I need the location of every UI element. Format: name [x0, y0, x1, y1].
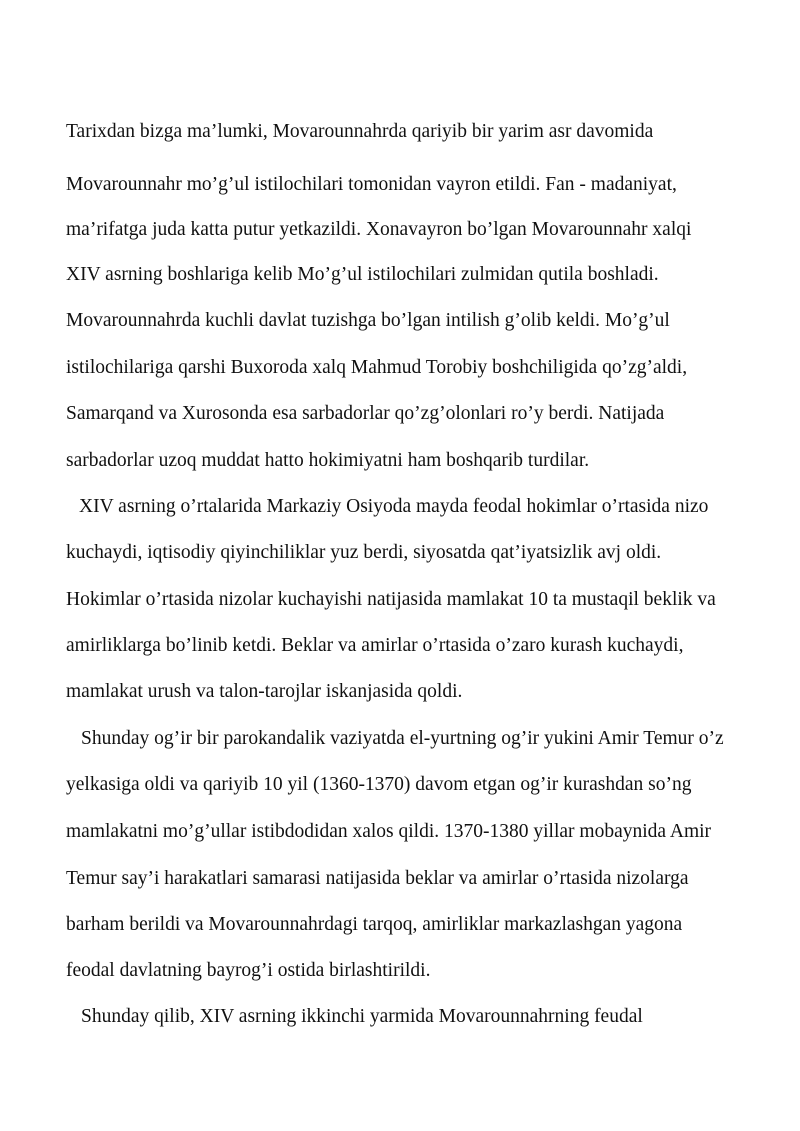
text-line: Movarounnahr mo’g’ul istilochilari tomonidan vayron etildi. Fan - madaniyat,	[66, 174, 677, 195]
text-line: Movarounnahrda kuchli davlat tuzishga bo’lgan intilish g’olib keldi. Mo’g’ul	[66, 310, 670, 331]
text-line: kuchaydi, iqtisodiy qiyinchiliklar yuz berdi, siyosatda qat’iyatsizlik avj oldi.	[66, 542, 662, 563]
text-line: Shunday qilib, XIV asrning ikkinchi yarmida Movarounnahrning feudal	[81, 1006, 643, 1027]
text-line: ma’rifatga juda katta putur yetkazildi. Xonavayron bo’lgan Movarounnahr xalqi	[66, 219, 692, 240]
text-line: istilochilariga qarshi Buxoroda xalq Mahmud Torobiy boshchiligida qo’zg’aldi,	[66, 357, 688, 378]
text-line: Temur say’i harakatlari samarasi natijasida beklar va amirlar o’rtasida nizolarga	[66, 868, 689, 889]
text-line: mamlakat urush va talon-tarojlar iskanjasida qoldi.	[66, 681, 463, 702]
text-line: yelkasiga oldi va qariyib 10 yil (1360-1370) davom etgan og’ir kurashdan so’ng	[66, 774, 692, 795]
text-line: barham berildi va Movarounnahrdagi tarqoq, amirliklar markazlashgan yagona	[66, 914, 683, 935]
text-line: Tarixdan bizga ma’lumki, Movarounnahrda qariyib bir yarim asr davomida	[66, 121, 654, 142]
text-line: Shunday og’ir bir parokandalik vaziyatda el-yurtning og’ir yukini Amir Temur o’z	[81, 728, 724, 749]
text-line: XIV asrning boshlariga kelib Mo’g’ul istilochilari zulmidan qutila boshladi.	[66, 264, 659, 285]
text-line: mamlakatni mo’g’ullar istibdodidan xalos qildi. 1370-1380 yillar mobaynida Amir	[66, 821, 712, 842]
text-line: feodal davlatning bayrog’i ostida birlashtirildi.	[66, 960, 431, 981]
text-line: Samarqand va Xurosonda esa sarbadorlar qo’zg’olonlari ro’y berdi. Natijada	[66, 403, 665, 424]
text-line: Hokimlar o’rtasida nizolar kuchayishi natijasida mamlakat 10 ta mustaqil beklik va	[66, 589, 716, 610]
text-line: XIV asrning o’rtalarida Markaziy Osiyoda mayda feodal hokimlar o’rtasida nizo	[79, 496, 709, 517]
text-line: sarbadorlar uzoq muddat hatto hokimiyatni ham boshqarib turdilar.	[66, 450, 590, 471]
text-line: amirliklarga bo’linib ketdi. Beklar va amirlar o’rtasida o’zaro kurash kuchaydi,	[66, 635, 684, 656]
